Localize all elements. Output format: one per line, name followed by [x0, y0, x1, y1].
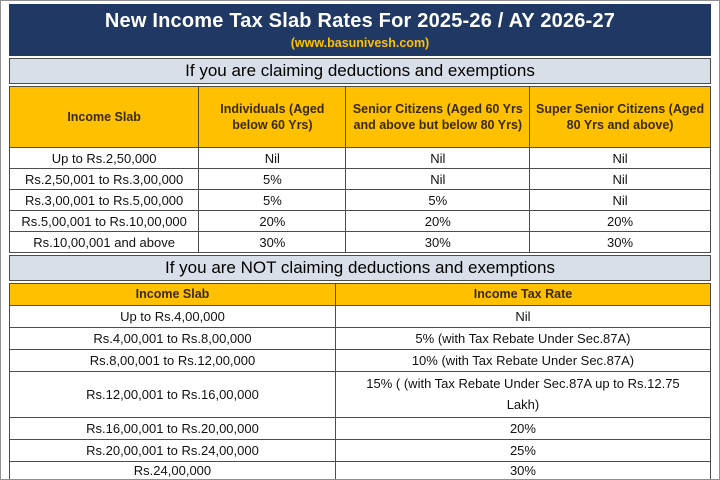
- rate-cell: 5%: [199, 190, 346, 211]
- rate-cell: 30%: [199, 232, 346, 253]
- rate-cell: Nil: [530, 190, 711, 211]
- slab-cell: Rs.2,50,001 to Rs.3,00,000: [10, 169, 199, 190]
- col-header-income-slab: Income Slab: [10, 284, 336, 306]
- table-row: [10, 350, 711, 372]
- rate-cell: Nil: [199, 148, 346, 169]
- col-header-individuals: Individuals (Aged below 60 Yrs): [199, 87, 346, 148]
- col-header-super-senior-citizens: Super Senior Citizens (Aged 80 Yrs and above): [530, 87, 711, 148]
- slab-cell: Rs.20,00,001 to Rs.24,00,000: [10, 440, 336, 462]
- rate-cell: 30%: [335, 462, 710, 480]
- rate-cell: Nil: [530, 148, 711, 169]
- section2-banner: If you are NOT claiming deductions and exemptions: [9, 255, 711, 281]
- table-row: [10, 169, 711, 190]
- rate-cell: Nil: [346, 148, 530, 169]
- table-row: [10, 418, 711, 440]
- website-url: (www.basunivesh.com): [290, 36, 430, 50]
- col-header-senior-citizens: Senior Citizens (Aged 60 Yrs and above but below 80 Yrs): [346, 87, 530, 148]
- rate-cell: 25%: [335, 440, 710, 462]
- table-row: [10, 462, 711, 480]
- col-header-income-tax-rate: Income Tax Rate: [335, 284, 710, 306]
- slab-cell: Rs.12,00,001 to Rs.16,00,000: [10, 372, 336, 418]
- rate-cell: Nil: [346, 169, 530, 190]
- no-deductions-table-header-row: [10, 284, 711, 306]
- rate-cell: 30%: [346, 232, 530, 253]
- table-row: [10, 211, 711, 232]
- table-row: [10, 328, 711, 350]
- rate-cell: 5%: [346, 190, 530, 211]
- rate-cell: 5% (with Tax Rebate Under Sec.87A): [335, 328, 710, 350]
- slab-cell: Rs.24,00,000: [10, 462, 336, 480]
- title-banner: [9, 4, 711, 56]
- slab-cell: Rs.8,00,001 to Rs.12,00,000: [10, 350, 336, 372]
- deductions-table: [9, 86, 711, 253]
- slab-cell: Rs.4,00,001 to Rs.8,00,000: [10, 328, 336, 350]
- rate-cell: 20%: [530, 211, 711, 232]
- slab-cell: Rs.5,00,001 to Rs.10,00,000: [10, 211, 199, 232]
- deductions-table-header-row: [10, 87, 711, 148]
- rate-cell: 20%: [335, 418, 710, 440]
- section1-banner: If you are claiming deductions and exemptions: [9, 58, 711, 84]
- no-deductions-table: [9, 283, 711, 480]
- rate-cell: 20%: [199, 211, 346, 232]
- table-row: [10, 440, 711, 462]
- col-header-income-slab: Income Slab: [10, 87, 199, 148]
- rate-cell: 20%: [346, 211, 530, 232]
- table-row: [10, 232, 711, 253]
- rate-cell: 15% ( (with Tax Rebate Under Sec.87A up to Rs.12.75 Lakh): [335, 372, 710, 418]
- rate-cell: 10% (with Tax Rebate Under Sec.87A): [335, 350, 710, 372]
- page-title: New Income Tax Slab Rates For 2025-26 / AY 2026-27: [104, 10, 616, 32]
- rate-cell: Nil: [335, 306, 710, 328]
- slab-cell: Rs.10,00,001 and above: [10, 232, 199, 253]
- rate-cell: 5%: [199, 169, 346, 190]
- slab-cell: Up to Rs.2,50,000: [10, 148, 199, 169]
- rate-cell: Nil: [530, 169, 711, 190]
- rate-cell: 30%: [530, 232, 711, 253]
- slab-cell: Up to Rs.4,00,000: [10, 306, 336, 328]
- table-row: [10, 190, 711, 211]
- table-row: [10, 372, 711, 418]
- table-row: [10, 306, 711, 328]
- table-row: [10, 148, 711, 169]
- slab-cell: Rs.3,00,001 to Rs.5,00,000: [10, 190, 199, 211]
- slab-cell: Rs.16,00,001 to Rs.20,00,000: [10, 418, 336, 440]
